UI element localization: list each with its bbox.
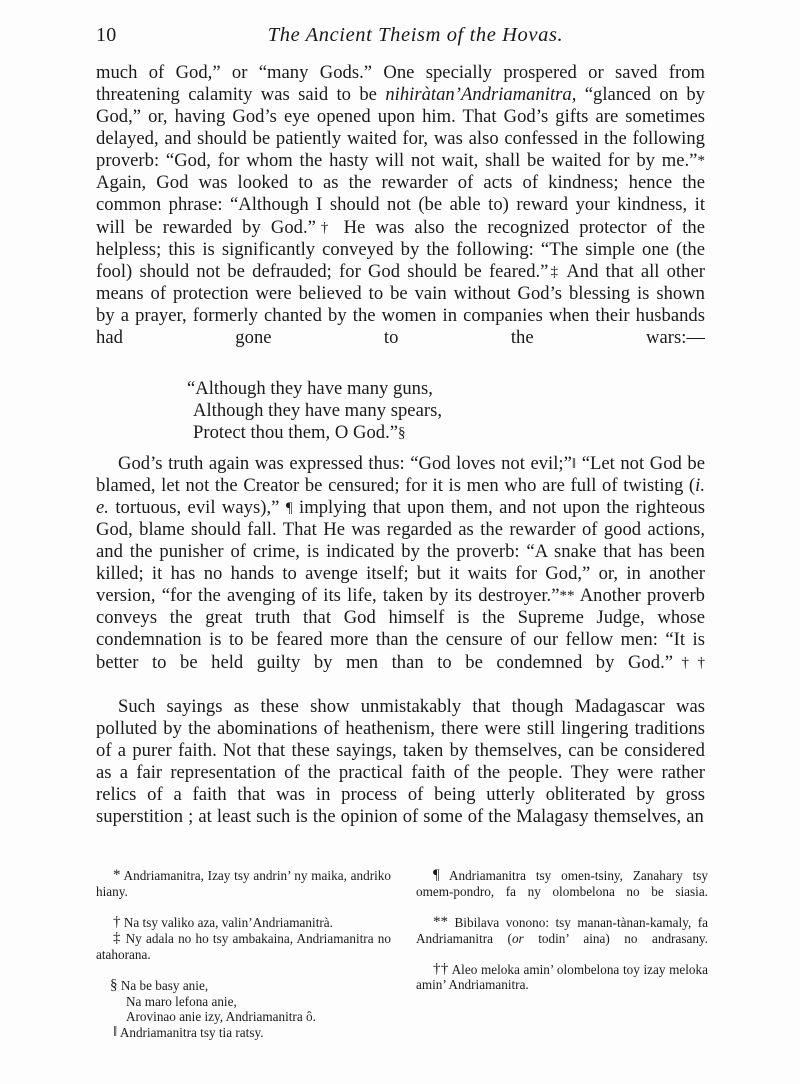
para1-italic-term: nihiràtan’Andriamanitra, [385,84,577,106]
footnote-double-asterisk-text-1: Bibilava vonono: tsy manan-tànan-kamaly, fa Andriamanitra ( [416,915,708,946]
para2-segment-5: Another proverb conveys the great truth that God himself is the Supreme Judge, whose condemnation is to be feared more than the censure of our fellow men: “It is better to be held guilty by men than to be condemned by God.” [96,585,705,673]
paragraph-3: Such sayings as these show unmistakably that though Madagascar was polluted by the abominations of heathenism, there were still lingering traditions of a purer faith. Not that these sayings, taken by themselves, can be considered as a fair representation of the practical faith of the people. They were rather relics of a faith that was in process of being utterly obliterated by gross superstition ; at least such is the opinion of some of the Malagasy themselves, an [96,695,705,828]
footnote-double-dagger-2 [416,962,708,993]
footnote-double-dagger-2-text: Aleo meloka amin’ olombelona toy izay meloka amin’ Andriamanitra. [416,962,708,993]
footnote-asterisk [96,868,391,914]
footnote-ref-double-dagger-2[interactable]: †† [673,654,705,671]
footnote-pilcrow [416,868,708,914]
footnote-pilcrow-text: Andriamanitra tsy omen-tsiny, Zanahary tsy omem-pondro, fa ny olombelona no be siasia. [416,868,708,899]
footnote-section-line-3: Arovinao anie izy, Andriamanitra ô. [126,1008,316,1024]
running-title: The Ancient Theism of the Hovas. [267,24,564,46]
para2-italic-ie: i. e. [96,474,705,519]
verse-line-1: “Although they have many guns, [187,378,433,400]
verse-line-3-text: Protect thou them, O God.” [193,422,399,444]
footnote-ref-double-asterisk[interactable]: ** [559,588,575,605]
footnote-dagger [96,915,391,931]
para1-segment-3: Again, God was looked to as the rewarder of acts of kindness; hence the common phrase: “Although I should not (be able to) reward your kindness, it will be rewarded by God.” [96,172,705,238]
body-text [96,62,705,828]
footnote-mark-double-dagger-2: †† [433,960,449,977]
paragraph-1 [96,62,705,371]
footnote-double-bar [96,1025,391,1041]
footnote-double-asterisk [416,915,708,961]
para1-segment-5: And that all other means of protection were believed to be vain without God’s blessing is shown by a prayer, formerly chanted by the women in companies when their husbands had gone to the wars:— [96,260,705,349]
footnote-column-left [96,868,391,1041]
para1-segment-4: He was also the recognized protector of the helpless; this is significantly conveyed by the following: “The simple one (the fool) should not be defrauded; for God should be feared.” [96,216,706,282]
para1-segment-1: much of God,” or “many Gods.” One specially prospered or saved from threatening calamity was said to be [96,62,705,106]
para1-segment-2: “glanced on by God,” or, having God’s eye opened upon him. That God’s gifts are sometimes delayed, and should be patiently waited for, was also confessed in the following proverb: “God, for whom the hasty will not wait, shall be waited for by me.” [96,84,705,172]
verse-line-3 [96,422,705,444]
verse-line-2: Although they have many spears, [193,400,442,422]
footnote-ref-pilcrow[interactable]: ¶ [285,499,293,516]
footnote-section [96,978,391,1024]
footnote-section-text-1: Na be basy anie, [117,978,209,994]
footnote-double-bar-text: Andriamanitra tsy tia ratsy. [117,1025,264,1040]
footnote-mark-dagger: † [113,913,121,930]
para2-segment-1: God’s truth again was expressed thus: “God loves not evil;” [118,452,572,474]
footnote-ref-asterisk[interactable]: * [697,153,705,170]
footnote-double-dagger [96,931,391,977]
footnote-area [96,868,708,1041]
footnote-double-dagger-text: Ny adala no ho tsy ambakaina, Andriamanitra no atahorana. [96,931,391,962]
footnote-double-asterisk-text-2: todin’ aina) no andrasany. [523,930,708,946]
para2-segment-2: “Let not God be blamed, let not the Creator be censured; for it is men who are full of twisting ( [96,452,705,496]
footnote-mark-asterisk: * [113,867,121,883]
footnote-mark-double-asterisk: ** [433,913,449,930]
running-head [96,22,705,52]
footnote-mark-double-bar: ‖ [113,1023,118,1040]
footnote-asterisk-text: Andriamanitra, Izay tsy andrin’ ny maika, andriko hiany. [96,868,391,899]
footnote-mark-pilcrow: ¶ [433,867,440,883]
footnote-ref-double-bar[interactable]: ‖ [571,455,577,472]
page-number: 10 [96,24,117,46]
footnote-column-right [416,868,708,993]
footnote-section-line-1 [96,978,391,994]
footnote-mark-double-dagger: ‡ [113,930,122,946]
footnote-ref-section[interactable]: § [398,425,406,442]
paragraph-2 [96,453,705,696]
footnote-ref-double-dagger[interactable]: ‡ [548,263,561,280]
footnote-section-line-2: Na maro lefona anie, [126,993,237,1009]
footnote-double-asterisk-italic: or [511,930,524,946]
footnote-ref-dagger[interactable]: † [315,219,334,236]
para2-segment-4: implying that upon them, and not upon the righteous God, blame should fall. That He was regarded as the rewarder of good actions, and the punisher of crime, is indicated by the proverb: “A snake that has been killed; it has no hands to avenge itself; but it waits for God,” or, in another version, “for the avenging of its life, taken by its destroyer.” [96,497,705,607]
footnote-mark-section: § [110,976,118,993]
footnote-dagger-text: Na tsy valiko aza, valin’Andriamanitrà. [120,915,333,931]
para2-segment-3: tortuous, evil ways),” [108,497,286,519]
verse-block [96,371,705,452]
